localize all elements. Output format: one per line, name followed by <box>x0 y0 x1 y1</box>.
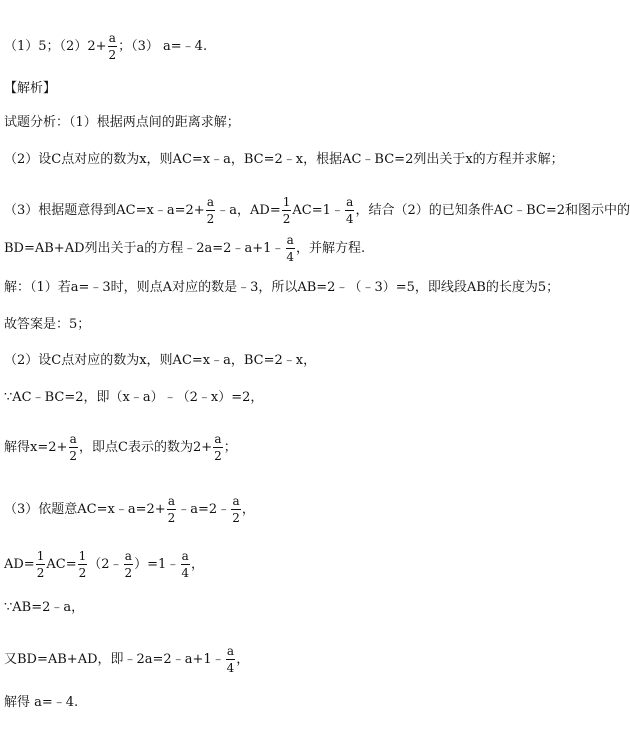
analysis-part-3: （3）根据题意得到AC=x﹣a=2+ $\frac{a}{2}$ ﹣a，AD= $\frac{1}{2}$ AC=1﹣ $\frac{a}{4}$ ，结合（2）的已知条件AC﹣BC=2和图示中的 <box>4 195 630 226</box>
solution-part-3c: ∵AB=2﹣a， <box>4 600 85 615</box>
fraction: $\frac{1}{2}$ <box>78 549 87 580</box>
solution-part-3d: 又BD=AB+AD，即﹣2a=2﹣a+1﹣ $\frac{a}{4}$ ， <box>4 644 250 675</box>
analysis-intro: 试题分析：（1）根据两点间的距离求解； <box>4 115 240 130</box>
fraction: $\frac{1}{2}$ <box>282 195 291 226</box>
analysis-part-3-cont: BD=AB+AD列出关于a的方程﹣2a=2﹣a+1﹣ $\frac{a}{4}$ ，并解方程. <box>4 233 366 264</box>
answer-line: （1）5；（2）2+ $\frac{a}{2}$ ；（3） a=﹣4. <box>4 31 208 62</box>
solution-part-3a: （3）依题意AC=x﹣a=2+ $\frac{a}{2}$ ﹣a=2﹣ $\frac{a}{2}$ ， <box>4 494 255 525</box>
fraction: $\frac{a}{2}$ <box>69 432 78 463</box>
fraction: $\frac{a}{4}$ <box>286 233 295 264</box>
fraction: $\frac{a}{4}$ <box>181 549 189 580</box>
fraction: $\frac{a}{2}$ <box>206 195 215 226</box>
answer-statement: 故答案是：5； <box>4 317 91 332</box>
fraction: $\frac{a}{2}$ <box>232 494 240 525</box>
fraction: $\frac{a}{2}$ <box>108 31 117 62</box>
final-answer: 解得 a=﹣4. <box>4 695 79 710</box>
solution-part-2c: 解得x=2+ $\frac{a}{2}$ ，即点C表示的数为2+ $\frac{a}{2}$ ； <box>4 432 237 463</box>
fraction: $\frac{a}{2}$ <box>124 549 133 580</box>
fraction: $\frac{1}{2}$ <box>36 549 45 580</box>
solution-part-2a: （2）设C点对应的数为x，则AC=x﹣a，BC=2﹣x， <box>4 353 317 368</box>
analysis-part-2: （2）设C点对应的数为x，则AC=x﹣a，BC=2﹣x，根据AC﹣BC=2列出关于x的方程并求解； <box>4 152 564 167</box>
solution-part-2b: ∵AC﹣BC=2，即（x﹣a）﹣（2﹣x）=2， <box>4 390 264 405</box>
fraction: $\frac{a}{2}$ <box>214 432 222 463</box>
section-heading: 【解析】 <box>4 81 57 96</box>
fraction: $\frac{a}{4}$ <box>345 195 354 226</box>
fraction: $\frac{a}{4}$ <box>226 644 235 675</box>
solution-part-3b: AD= $\frac{1}{2}$ AC= $\frac{1}{2}$ （2﹣ $\frac{a}{2}$ ）=1﹣ $\frac{a}{4}$ ， <box>4 549 204 580</box>
fraction: $\frac{a}{2}$ <box>167 494 176 525</box>
solution-part-1: 解：（1）若a=﹣3时，则点A对应的数是﹣3，所以AB=2﹣（﹣3）=5，即线段AB的长度为5； <box>4 280 560 295</box>
